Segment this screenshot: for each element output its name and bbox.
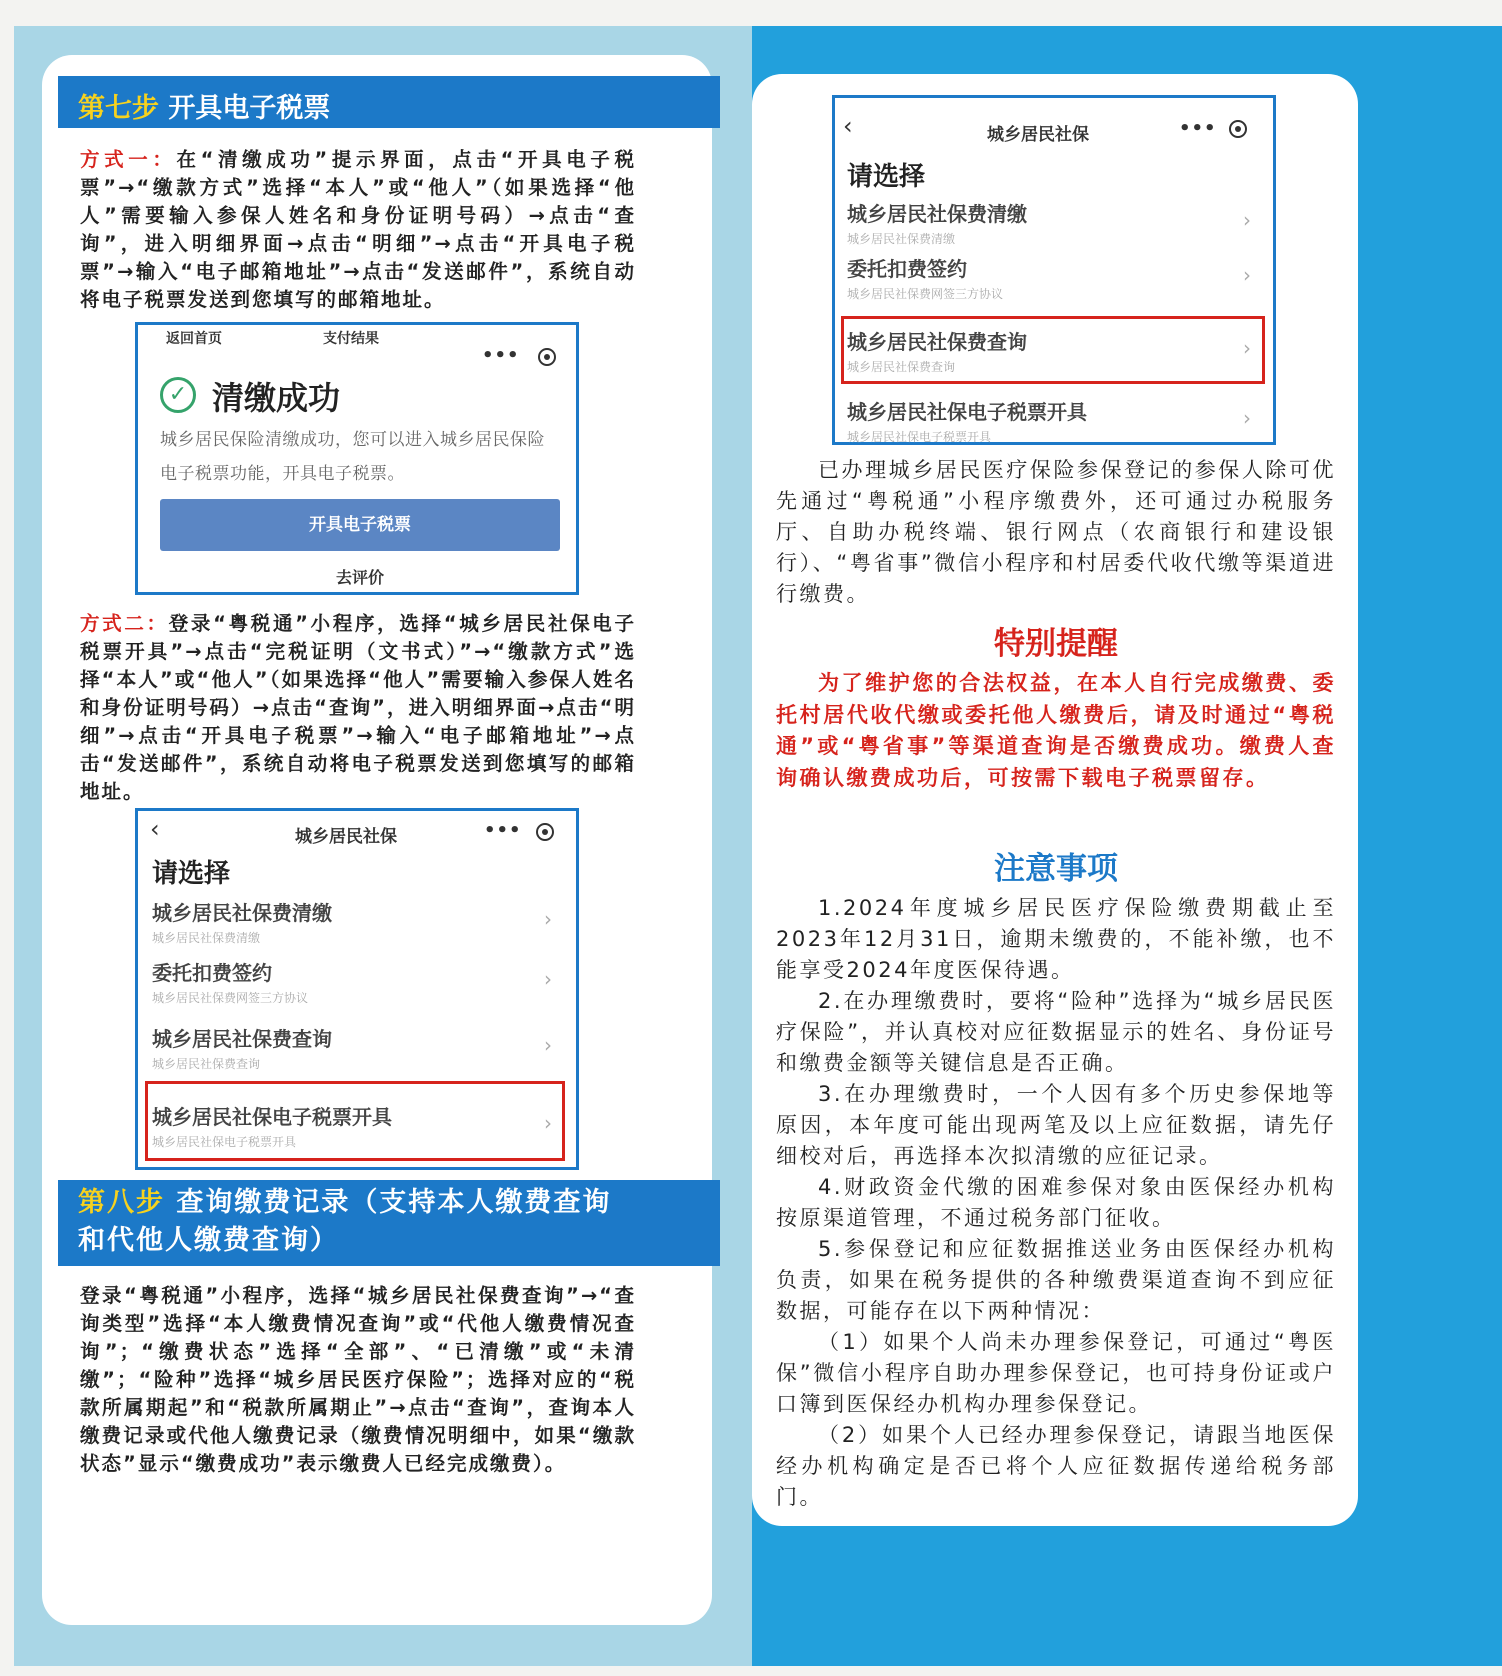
- more-dots-icon[interactable]: •••: [1179, 118, 1217, 139]
- method1-text: 在“清缴成功”提示界面，点击“开具电子税票”→“缴款方式”选择“本人”或“他人”（如果选择“他人”需要输入参保人姓名和身份证明号码）→点击“查询”，进入明细界面→点击“明细”→点击“开具电子税票”→输入“电子邮箱地址”→点击“发送邮件”，系统自动将电子税票发送到您填写的邮箱地址。: [80, 148, 636, 311]
- choose-heading: 请选择: [847, 162, 926, 192]
- target-icon[interactable]: [1229, 120, 1247, 138]
- chevron-right-icon: ›: [544, 1111, 552, 1135]
- target-icon[interactable]: [538, 348, 556, 366]
- method1-paragraph: [80, 146, 636, 311]
- notes-heading: 注意事项: [994, 851, 1118, 887]
- step8-number: 第八步: [78, 1187, 165, 1218]
- tab-home[interactable]: 返回首页: [166, 331, 222, 347]
- menu-title: 城乡居民社保: [295, 827, 397, 847]
- back-icon[interactable]: ‹: [150, 815, 160, 843]
- intro-paragraph: 已办理城乡居民医疗保险参保登记的参保人除可优先通过“粤税通”小程序缴费外，还可通过办税服务厅、自助办税终端、银行网点（农商银行和建设银行）、“粤省事”微信小程序和村居委代收代缴等渠道进行缴费。: [776, 458, 1336, 606]
- menu-item-query[interactable]: 城乡居民社保费查询 城乡居民社保费查询 ›: [847, 330, 1251, 374]
- choose-heading: 请选择: [152, 859, 231, 889]
- method2-text: 登录“粤税通”小程序，选择“城乡居民社保电子税票开具”→点击“完税证明（文书式）”→“缴款方式”选择“本人”或“他人”（如果选择“他人”需要输入参保人姓名和身份证明号码）→点击“查询”，进入明细界面→点击“明细”→点击“开具电子税票”→输入“电子邮箱地址”→点击“发送邮件”，系统自动将电子税票发送到您填写的邮箱地址。: [80, 612, 636, 803]
- chevron-right-icon: ›: [1243, 263, 1251, 287]
- more-dots-icon[interactable]: •••: [484, 820, 522, 841]
- menu-item-tax-ticket[interactable]: 城乡居民社保电子税票开具 城乡居民社保电子税票开具 ›: [847, 400, 1251, 444]
- chevron-right-icon: ›: [544, 967, 552, 991]
- note-5-2: （2）如果个人已经办理参保登记，请跟当地医保经办机构确定是否已将个人应征数据传递给税务部门。: [776, 1423, 1336, 1509]
- menu-title: 城乡居民社保: [987, 125, 1089, 145]
- rate-link[interactable]: 去评价: [335, 568, 384, 587]
- menu-screen-right: [832, 95, 1276, 445]
- success-title: 清缴成功: [212, 379, 341, 417]
- note-5: 5.参保登记和应征数据推送业务由医保经办机构负责，如果在税务提供的各种缴费渠道查询不到应征数据，可能存在以下两种情况：: [776, 1237, 1336, 1323]
- menu-screen-left: [135, 808, 579, 1170]
- back-icon[interactable]: ‹: [843, 112, 853, 140]
- menu-item-sign-deduction[interactable]: 委托扣费签约 城乡居民社保费网签三方协议 ›: [847, 257, 1251, 301]
- menu-item-clear-payment[interactable]: 城乡居民社保费清缴 城乡居民社保费清缴 ›: [152, 901, 552, 945]
- note-5-1: （1）如果个人尚未办理参保登记，可通过“粤医保”微信小程序自助办理参保登记，也可持身份证或户口簿到医保经办机构办理参保登记。: [776, 1330, 1336, 1416]
- target-icon[interactable]: [536, 823, 554, 841]
- step8-title-text-b: 和代他人缴费查询）: [78, 1225, 339, 1256]
- menu-item-sign-deduction[interactable]: 委托扣费签约 城乡居民社保费网签三方协议 ›: [152, 961, 552, 1005]
- step7-title: [58, 76, 720, 128]
- reminder-paragraph: 为了维护您的合法权益，在本人自行完成缴费、委托村居代收代缴或委托他人缴费后，请及时通过“粤税通”或“粤省事”等渠道查询是否缴费成功。缴费人查询确认缴费成功后，可按需下载电子税票留存。: [776, 671, 1336, 790]
- note-3: 3.在办理缴费时，一个人因有多个历史参保地等原因，本年度可能出现两笔及以上应征数据，请先仔细校对后，再选择本次拟清缴的应征记录。: [776, 1082, 1336, 1168]
- menu-item-tax-ticket[interactable]: 城乡居民社保电子税票开具 城乡居民社保电子税票开具 ›: [152, 1105, 552, 1149]
- chevron-right-icon: ›: [544, 907, 552, 931]
- success-screen: [135, 322, 579, 595]
- note-1: 1.2024年度城乡居民医疗保险缴费期截止至2023年12月31日，逾期未缴费的，不能补缴，也不能享受2024年度医保待遇。: [776, 896, 1336, 982]
- chevron-right-icon: ›: [544, 1033, 552, 1057]
- method2-label: 方式二：: [80, 612, 169, 635]
- method2-paragraph: [80, 610, 636, 803]
- success-description: 城乡居民保险清缴成功，您可以进入城乡居民保险电子税票功能，开具电子税票。: [160, 430, 545, 484]
- step7-title-text: 开具电子税票: [168, 93, 331, 124]
- method1-label: 方式一：: [80, 148, 177, 171]
- step8-title-text-a: 查询缴费记录（支持本人缴费查询: [176, 1187, 612, 1218]
- step8-paragraph: 登录“粤税通”小程序，选择“城乡居民社保费查询”→“查询类型”选择“本人缴费情况查询”或“代他人缴费情况查询”；“缴费状态”选择“全部”、“已清缴”或“未清缴”；“险种”选择“城乡居民医疗保险”；选择对应的“税款所属期起”和“税款所属期止”→点击“查询”，查询本人缴费记录或代他人缴费记录（缴费情况明细中，如果“缴款状态”显示“缴费成功”表示缴费人已经完成缴费）。: [80, 1284, 636, 1475]
- menu-item-query[interactable]: 城乡居民社保费查询 城乡居民社保费查询 ›: [152, 1027, 552, 1071]
- chevron-right-icon: ›: [1243, 208, 1251, 232]
- menu-item-clear-payment[interactable]: 城乡居民社保费清缴 城乡居民社保费清缴 ›: [847, 202, 1251, 246]
- reminder-heading: 特别提醒: [994, 626, 1118, 662]
- check-circle-icon: ✓: [160, 377, 196, 413]
- issue-tax-ticket-button[interactable]: 开具电子税票: [160, 499, 560, 551]
- tab-result[interactable]: 支付结果: [323, 331, 379, 347]
- chevron-right-icon: ›: [1243, 336, 1251, 360]
- step7-number: 第七步: [78, 93, 159, 124]
- note-4: 4.财政资金代缴的困难参保对象由医保经办机构按原渠道管理，不通过税务部门征收。: [776, 1175, 1336, 1230]
- note-2: 2.在办理缴费时，要将“险种”选择为“城乡居民医疗保险”，并认真校对应征数据显示的姓名、身份证号和缴费金额等关键信息是否正确。: [776, 989, 1336, 1075]
- chevron-right-icon: ›: [1243, 406, 1251, 430]
- step8-title: [58, 1180, 720, 1266]
- more-dots-icon[interactable]: •••: [482, 345, 520, 366]
